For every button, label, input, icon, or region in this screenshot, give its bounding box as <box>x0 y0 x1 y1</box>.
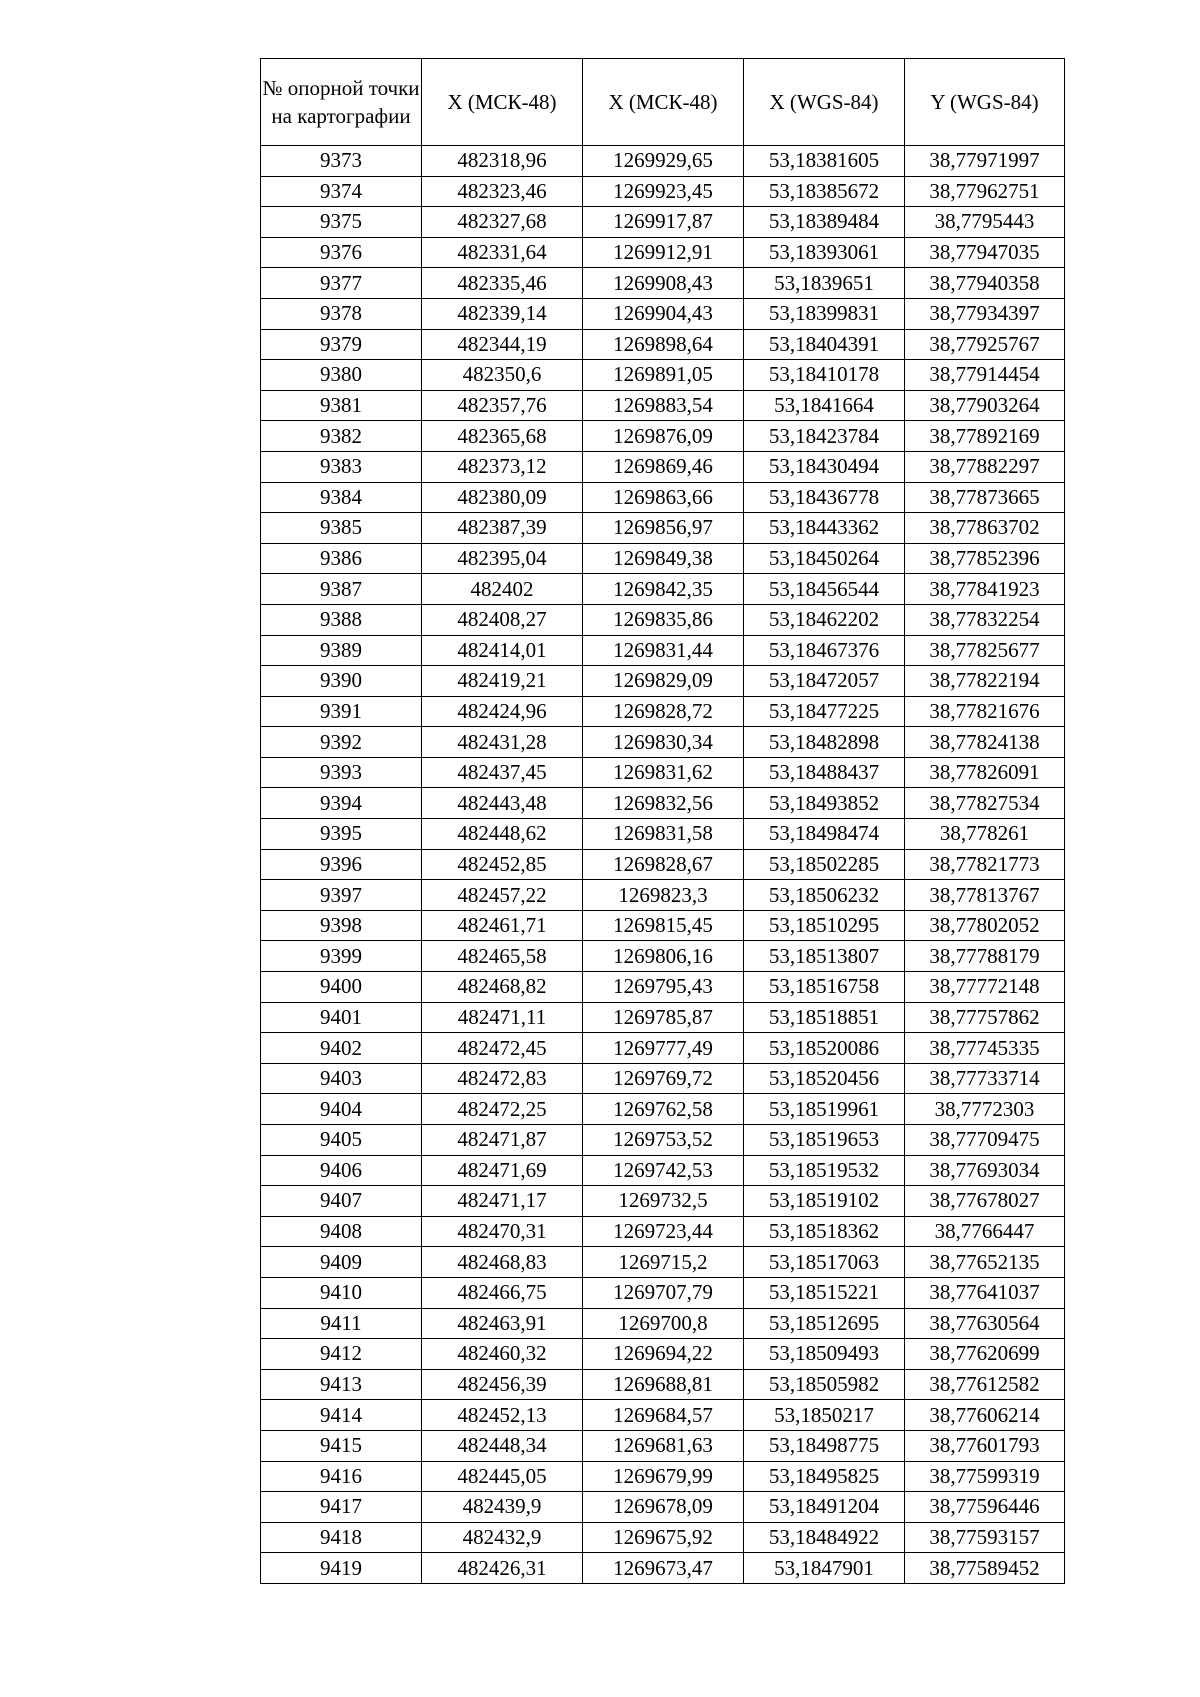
header-x-wgs84: X (WGS-84) <box>744 59 905 146</box>
cell-x-msk48: 482471,11 <box>422 1002 583 1033</box>
table-row <box>261 757 1065 788</box>
header-point-number: № опорной точки на картографии <box>261 59 422 146</box>
cell-x-msk48-second: 1269828,72 <box>583 696 744 727</box>
table-row <box>261 360 1065 391</box>
cell-x-wgs84: 53,18498474 <box>744 819 905 850</box>
cell-x-wgs84: 53,18513807 <box>744 941 905 972</box>
cell-x-msk48: 482327,68 <box>422 207 583 238</box>
table-row <box>261 1369 1065 1400</box>
cell-y-wgs84: 38,77824138 <box>905 727 1065 758</box>
cell-y-wgs84: 38,7795443 <box>905 207 1065 238</box>
cell-y-wgs84: 38,77813767 <box>905 880 1065 911</box>
table-row <box>261 390 1065 421</box>
table-row <box>261 1308 1065 1339</box>
cell-y-wgs84: 38,77802052 <box>905 910 1065 941</box>
cell-x-msk48: 482468,83 <box>422 1247 583 1278</box>
cell-point-number: 9404 <box>261 1094 422 1125</box>
cell-point-number: 9416 <box>261 1461 422 1492</box>
cell-point-number: 9406 <box>261 1155 422 1186</box>
cell-point-number: 9419 <box>261 1553 422 1584</box>
cell-x-wgs84: 53,18518851 <box>744 1002 905 1033</box>
cell-x-msk48-second: 1269684,57 <box>583 1400 744 1431</box>
cell-x-msk48-second: 1269675,92 <box>583 1522 744 1553</box>
table-row <box>261 1216 1065 1247</box>
cell-x-msk48-second: 1269715,2 <box>583 1247 744 1278</box>
table-row <box>261 329 1065 360</box>
cell-y-wgs84: 38,77821676 <box>905 696 1065 727</box>
cell-x-msk48: 482471,17 <box>422 1186 583 1217</box>
cell-x-wgs84: 53,18520456 <box>744 1063 905 1094</box>
cell-x-msk48-second: 1269777,49 <box>583 1033 744 1064</box>
cell-point-number: 9379 <box>261 329 422 360</box>
cell-point-number: 9373 <box>261 146 422 177</box>
header-x-msk48-second: X (МСК-48) <box>583 59 744 146</box>
cell-x-wgs84: 53,18506232 <box>744 880 905 911</box>
cell-y-wgs84: 38,77841923 <box>905 574 1065 605</box>
cell-x-msk48-second: 1269688,81 <box>583 1369 744 1400</box>
cell-x-msk48: 482414,01 <box>422 635 583 666</box>
cell-x-msk48-second: 1269769,72 <box>583 1063 744 1094</box>
cell-point-number: 9397 <box>261 880 422 911</box>
cell-x-wgs84: 53,18493852 <box>744 788 905 819</box>
table-row <box>261 1155 1065 1186</box>
cell-x-wgs84: 53,18516758 <box>744 972 905 1003</box>
cell-y-wgs84: 38,77825677 <box>905 635 1065 666</box>
cell-x-wgs84: 53,18482898 <box>744 727 905 758</box>
cell-point-number: 9400 <box>261 972 422 1003</box>
table-row <box>261 298 1065 329</box>
cell-y-wgs84: 38,77882297 <box>905 451 1065 482</box>
cell-x-msk48-second: 1269912,91 <box>583 237 744 268</box>
cell-point-number: 9376 <box>261 237 422 268</box>
cell-x-wgs84: 53,1841664 <box>744 390 905 421</box>
cell-point-number: 9411 <box>261 1308 422 1339</box>
cell-y-wgs84: 38,77940358 <box>905 268 1065 299</box>
header-y-wgs84: Y (WGS-84) <box>905 59 1065 146</box>
cell-x-wgs84: 53,18505982 <box>744 1369 905 1400</box>
header-x-msk48: X (МСК-48) <box>422 59 583 146</box>
cell-x-msk48: 482468,82 <box>422 972 583 1003</box>
table-row <box>261 1125 1065 1156</box>
cell-x-wgs84: 53,18519532 <box>744 1155 905 1186</box>
cell-point-number: 9396 <box>261 849 422 880</box>
cell-x-msk48-second: 1269908,43 <box>583 268 744 299</box>
cell-y-wgs84: 38,77612582 <box>905 1369 1065 1400</box>
cell-x-msk48-second: 1269856,97 <box>583 513 744 544</box>
cell-point-number: 9393 <box>261 757 422 788</box>
cell-x-msk48: 482437,45 <box>422 757 583 788</box>
table-row <box>261 635 1065 666</box>
cell-y-wgs84: 38,77596446 <box>905 1492 1065 1523</box>
cell-y-wgs84: 38,77601793 <box>905 1430 1065 1461</box>
cell-x-wgs84: 53,18472057 <box>744 666 905 697</box>
cell-y-wgs84: 38,77903264 <box>905 390 1065 421</box>
table-row <box>261 1430 1065 1461</box>
cell-x-msk48: 482426,31 <box>422 1553 583 1584</box>
table-header <box>261 59 1065 146</box>
cell-x-wgs84: 53,18381605 <box>744 146 905 177</box>
cell-x-msk48: 482466,75 <box>422 1277 583 1308</box>
table-row <box>261 176 1065 207</box>
cell-x-msk48-second: 1269917,87 <box>583 207 744 238</box>
cell-x-msk48: 482335,46 <box>422 268 583 299</box>
cell-x-wgs84: 53,18450264 <box>744 543 905 574</box>
cell-y-wgs84: 38,77733714 <box>905 1063 1065 1094</box>
cell-x-wgs84: 53,18410178 <box>744 360 905 391</box>
cell-point-number: 9402 <box>261 1033 422 1064</box>
cell-x-msk48: 482457,22 <box>422 880 583 911</box>
cell-x-msk48: 482339,14 <box>422 298 583 329</box>
cell-y-wgs84: 38,77757862 <box>905 1002 1065 1033</box>
cell-x-msk48: 482432,9 <box>422 1522 583 1553</box>
cell-x-msk48: 482461,71 <box>422 910 583 941</box>
coordinates-table <box>260 58 1065 1584</box>
cell-x-wgs84: 53,18399831 <box>744 298 905 329</box>
cell-x-msk48-second: 1269929,65 <box>583 146 744 177</box>
cell-point-number: 9381 <box>261 390 422 421</box>
table-row <box>261 421 1065 452</box>
cell-y-wgs84: 38,77620699 <box>905 1339 1065 1370</box>
table-row <box>261 237 1065 268</box>
table-row <box>261 207 1065 238</box>
cell-x-wgs84: 53,18404391 <box>744 329 905 360</box>
cell-y-wgs84: 38,77693034 <box>905 1155 1065 1186</box>
cell-x-msk48: 482445,05 <box>422 1461 583 1492</box>
cell-x-msk48: 482452,13 <box>422 1400 583 1431</box>
cell-point-number: 9390 <box>261 666 422 697</box>
cell-x-msk48: 482472,25 <box>422 1094 583 1125</box>
cell-x-wgs84: 53,18519102 <box>744 1186 905 1217</box>
table-row <box>261 819 1065 850</box>
table-row <box>261 880 1065 911</box>
cell-x-wgs84: 53,18462202 <box>744 604 905 635</box>
cell-x-msk48: 482331,64 <box>422 237 583 268</box>
cell-point-number: 9415 <box>261 1430 422 1461</box>
cell-x-msk48-second: 1269679,99 <box>583 1461 744 1492</box>
table-row <box>261 941 1065 972</box>
cell-x-msk48-second: 1269823,3 <box>583 880 744 911</box>
cell-x-wgs84: 53,18512695 <box>744 1308 905 1339</box>
cell-x-wgs84: 53,1850217 <box>744 1400 905 1431</box>
cell-x-msk48: 482471,87 <box>422 1125 583 1156</box>
cell-x-msk48: 482439,9 <box>422 1492 583 1523</box>
cell-x-msk48-second: 1269806,16 <box>583 941 744 972</box>
table-row <box>261 1461 1065 1492</box>
cell-point-number: 9417 <box>261 1492 422 1523</box>
cell-x-msk48-second: 1269681,63 <box>583 1430 744 1461</box>
cell-y-wgs84: 38,77788179 <box>905 941 1065 972</box>
cell-y-wgs84: 38,77593157 <box>905 1522 1065 1553</box>
cell-x-wgs84: 53,1839651 <box>744 268 905 299</box>
cell-x-wgs84: 53,1847901 <box>744 1553 905 1584</box>
cell-x-msk48: 482419,21 <box>422 666 583 697</box>
cell-x-msk48-second: 1269678,09 <box>583 1492 744 1523</box>
table-row <box>261 910 1065 941</box>
cell-y-wgs84: 38,77892169 <box>905 421 1065 452</box>
cell-x-msk48-second: 1269842,35 <box>583 574 744 605</box>
cell-x-msk48: 482395,04 <box>422 543 583 574</box>
table-body <box>261 146 1065 1584</box>
table-row <box>261 513 1065 544</box>
cell-point-number: 9389 <box>261 635 422 666</box>
cell-y-wgs84: 38,77589452 <box>905 1553 1065 1584</box>
cell-x-msk48: 482424,96 <box>422 696 583 727</box>
cell-x-wgs84: 53,18491204 <box>744 1492 905 1523</box>
cell-x-msk48-second: 1269891,05 <box>583 360 744 391</box>
cell-x-msk48-second: 1269673,47 <box>583 1553 744 1584</box>
cell-x-msk48: 482463,91 <box>422 1308 583 1339</box>
cell-x-wgs84: 53,18389484 <box>744 207 905 238</box>
cell-x-msk48: 482443,48 <box>422 788 583 819</box>
table-row <box>261 666 1065 697</box>
cell-x-wgs84: 53,18518362 <box>744 1216 905 1247</box>
table-row <box>261 696 1065 727</box>
cell-y-wgs84: 38,77772148 <box>905 972 1065 1003</box>
cell-x-msk48-second: 1269923,45 <box>583 176 744 207</box>
cell-x-msk48-second: 1269829,09 <box>583 666 744 697</box>
cell-x-wgs84: 53,18484922 <box>744 1522 905 1553</box>
cell-x-msk48-second: 1269904,43 <box>583 298 744 329</box>
cell-x-wgs84: 53,18488437 <box>744 757 905 788</box>
table-row <box>261 1553 1065 1584</box>
cell-y-wgs84: 38,77599319 <box>905 1461 1065 1492</box>
cell-x-msk48-second: 1269707,79 <box>583 1277 744 1308</box>
cell-y-wgs84: 38,77641037 <box>905 1277 1065 1308</box>
cell-point-number: 9384 <box>261 482 422 513</box>
cell-x-wgs84: 53,18520086 <box>744 1033 905 1064</box>
cell-y-wgs84: 38,77863702 <box>905 513 1065 544</box>
cell-x-msk48: 482357,76 <box>422 390 583 421</box>
cell-x-msk48: 482472,45 <box>422 1033 583 1064</box>
cell-x-msk48: 482448,62 <box>422 819 583 850</box>
cell-x-msk48: 482318,96 <box>422 146 583 177</box>
cell-x-msk48: 482408,27 <box>422 604 583 635</box>
table-row <box>261 146 1065 177</box>
cell-point-number: 9401 <box>261 1002 422 1033</box>
cell-x-wgs84: 53,18423784 <box>744 421 905 452</box>
cell-x-msk48: 482365,68 <box>422 421 583 452</box>
cell-x-msk48-second: 1269876,09 <box>583 421 744 452</box>
table-row <box>261 1094 1065 1125</box>
cell-point-number: 9398 <box>261 910 422 941</box>
cell-point-number: 9386 <box>261 543 422 574</box>
cell-point-number: 9383 <box>261 451 422 482</box>
cell-point-number: 9394 <box>261 788 422 819</box>
table-row <box>261 1186 1065 1217</box>
cell-point-number: 9413 <box>261 1369 422 1400</box>
cell-point-number: 9418 <box>261 1522 422 1553</box>
cell-y-wgs84: 38,77821773 <box>905 849 1065 880</box>
cell-x-wgs84: 53,18443362 <box>744 513 905 544</box>
cell-x-wgs84: 53,18393061 <box>744 237 905 268</box>
cell-x-msk48: 482380,09 <box>422 482 583 513</box>
cell-x-msk48-second: 1269795,43 <box>583 972 744 1003</box>
cell-x-msk48: 482350,6 <box>422 360 583 391</box>
cell-point-number: 9388 <box>261 604 422 635</box>
table-row <box>261 574 1065 605</box>
cell-y-wgs84: 38,77971997 <box>905 146 1065 177</box>
cell-y-wgs84: 38,77826091 <box>905 757 1065 788</box>
cell-x-wgs84: 53,18519961 <box>744 1094 905 1125</box>
cell-y-wgs84: 38,77630564 <box>905 1308 1065 1339</box>
cell-x-msk48-second: 1269831,62 <box>583 757 744 788</box>
cell-x-msk48: 482344,19 <box>422 329 583 360</box>
cell-point-number: 9399 <box>261 941 422 972</box>
cell-point-number: 9382 <box>261 421 422 452</box>
cell-point-number: 9407 <box>261 1186 422 1217</box>
cell-x-wgs84: 53,18519653 <box>744 1125 905 1156</box>
cell-point-number: 9377 <box>261 268 422 299</box>
header-row <box>261 59 1065 146</box>
cell-y-wgs84: 38,77925767 <box>905 329 1065 360</box>
cell-point-number: 9409 <box>261 1247 422 1278</box>
cell-x-wgs84: 53,18498775 <box>744 1430 905 1461</box>
cell-x-msk48: 482387,39 <box>422 513 583 544</box>
cell-y-wgs84: 38,77745335 <box>905 1033 1065 1064</box>
table-row <box>261 1247 1065 1278</box>
cell-x-msk48-second: 1269830,34 <box>583 727 744 758</box>
cell-x-wgs84: 53,18509493 <box>744 1339 905 1370</box>
cell-y-wgs84: 38,77827534 <box>905 788 1065 819</box>
cell-x-wgs84: 53,18436778 <box>744 482 905 513</box>
cell-x-msk48-second: 1269694,22 <box>583 1339 744 1370</box>
cell-x-msk48-second: 1269700,8 <box>583 1308 744 1339</box>
cell-x-msk48-second: 1269832,56 <box>583 788 744 819</box>
cell-y-wgs84: 38,77709475 <box>905 1125 1065 1156</box>
cell-x-msk48: 482471,69 <box>422 1155 583 1186</box>
cell-x-msk48-second: 1269849,38 <box>583 543 744 574</box>
cell-point-number: 9387 <box>261 574 422 605</box>
table-row <box>261 1033 1065 1064</box>
cell-x-msk48-second: 1269863,66 <box>583 482 744 513</box>
table-row <box>261 1400 1065 1431</box>
cell-y-wgs84: 38,77873665 <box>905 482 1065 513</box>
cell-x-msk48: 482472,83 <box>422 1063 583 1094</box>
cell-x-msk48-second: 1269753,52 <box>583 1125 744 1156</box>
cell-x-wgs84: 53,18385672 <box>744 176 905 207</box>
cell-x-msk48: 482323,46 <box>422 176 583 207</box>
cell-x-msk48-second: 1269762,58 <box>583 1094 744 1125</box>
cell-x-msk48-second: 1269831,44 <box>583 635 744 666</box>
table-row <box>261 1277 1065 1308</box>
cell-point-number: 9375 <box>261 207 422 238</box>
cell-y-wgs84: 38,77914454 <box>905 360 1065 391</box>
cell-x-msk48-second: 1269785,87 <box>583 1002 744 1033</box>
cell-point-number: 9374 <box>261 176 422 207</box>
cell-point-number: 9412 <box>261 1339 422 1370</box>
table-row <box>261 972 1065 1003</box>
table-row <box>261 727 1065 758</box>
table-row <box>261 788 1065 819</box>
table-row <box>261 451 1065 482</box>
cell-point-number: 9414 <box>261 1400 422 1431</box>
cell-x-wgs84: 53,18517063 <box>744 1247 905 1278</box>
cell-point-number: 9410 <box>261 1277 422 1308</box>
cell-x-msk48: 482465,58 <box>422 941 583 972</box>
cell-x-msk48-second: 1269835,86 <box>583 604 744 635</box>
cell-x-msk48-second: 1269898,64 <box>583 329 744 360</box>
cell-point-number: 9391 <box>261 696 422 727</box>
cell-point-number: 9392 <box>261 727 422 758</box>
cell-x-msk48-second: 1269831,58 <box>583 819 744 850</box>
cell-x-msk48: 482402 <box>422 574 583 605</box>
cell-x-msk48: 482456,39 <box>422 1369 583 1400</box>
cell-y-wgs84: 38,77652135 <box>905 1247 1065 1278</box>
cell-y-wgs84: 38,77832254 <box>905 604 1065 635</box>
cell-x-msk48: 482431,28 <box>422 727 583 758</box>
cell-point-number: 9405 <box>261 1125 422 1156</box>
cell-point-number: 9403 <box>261 1063 422 1094</box>
cell-y-wgs84: 38,7772303 <box>905 1094 1065 1125</box>
cell-y-wgs84: 38,7766447 <box>905 1216 1065 1247</box>
cell-x-msk48-second: 1269732,5 <box>583 1186 744 1217</box>
cell-point-number: 9385 <box>261 513 422 544</box>
cell-x-wgs84: 53,18510295 <box>744 910 905 941</box>
cell-point-number: 9408 <box>261 1216 422 1247</box>
table-row <box>261 1339 1065 1370</box>
cell-x-wgs84: 53,18467376 <box>744 635 905 666</box>
table-row <box>261 1002 1065 1033</box>
cell-x-msk48-second: 1269723,44 <box>583 1216 744 1247</box>
cell-x-msk48-second: 1269815,45 <box>583 910 744 941</box>
cell-y-wgs84: 38,77606214 <box>905 1400 1065 1431</box>
cell-x-wgs84: 53,18430494 <box>744 451 905 482</box>
table-row <box>261 482 1065 513</box>
cell-x-msk48-second: 1269742,53 <box>583 1155 744 1186</box>
cell-x-wgs84: 53,18502285 <box>744 849 905 880</box>
table-row <box>261 268 1065 299</box>
cell-x-msk48: 482470,31 <box>422 1216 583 1247</box>
cell-x-wgs84: 53,18456544 <box>744 574 905 605</box>
cell-x-msk48-second: 1269883,54 <box>583 390 744 421</box>
cell-x-msk48: 482452,85 <box>422 849 583 880</box>
cell-x-wgs84: 53,18515221 <box>744 1277 905 1308</box>
table-row <box>261 849 1065 880</box>
cell-y-wgs84: 38,77934397 <box>905 298 1065 329</box>
table-row <box>261 1522 1065 1553</box>
cell-x-wgs84: 53,18477225 <box>744 696 905 727</box>
cell-point-number: 9380 <box>261 360 422 391</box>
cell-x-msk48: 482460,32 <box>422 1339 583 1370</box>
cell-x-msk48-second: 1269828,67 <box>583 849 744 880</box>
cell-x-msk48: 482448,34 <box>422 1430 583 1461</box>
cell-y-wgs84: 38,77947035 <box>905 237 1065 268</box>
table-row <box>261 604 1065 635</box>
cell-x-msk48: 482373,12 <box>422 451 583 482</box>
cell-y-wgs84: 38,77822194 <box>905 666 1065 697</box>
cell-y-wgs84: 38,778261 <box>905 819 1065 850</box>
cell-y-wgs84: 38,77852396 <box>905 543 1065 574</box>
cell-x-wgs84: 53,18495825 <box>744 1461 905 1492</box>
table-row <box>261 1492 1065 1523</box>
cell-y-wgs84: 38,77962751 <box>905 176 1065 207</box>
cell-point-number: 9395 <box>261 819 422 850</box>
cell-x-msk48-second: 1269869,46 <box>583 451 744 482</box>
cell-point-number: 9378 <box>261 298 422 329</box>
table-row <box>261 1063 1065 1094</box>
table-row <box>261 543 1065 574</box>
cell-y-wgs84: 38,77678027 <box>905 1186 1065 1217</box>
